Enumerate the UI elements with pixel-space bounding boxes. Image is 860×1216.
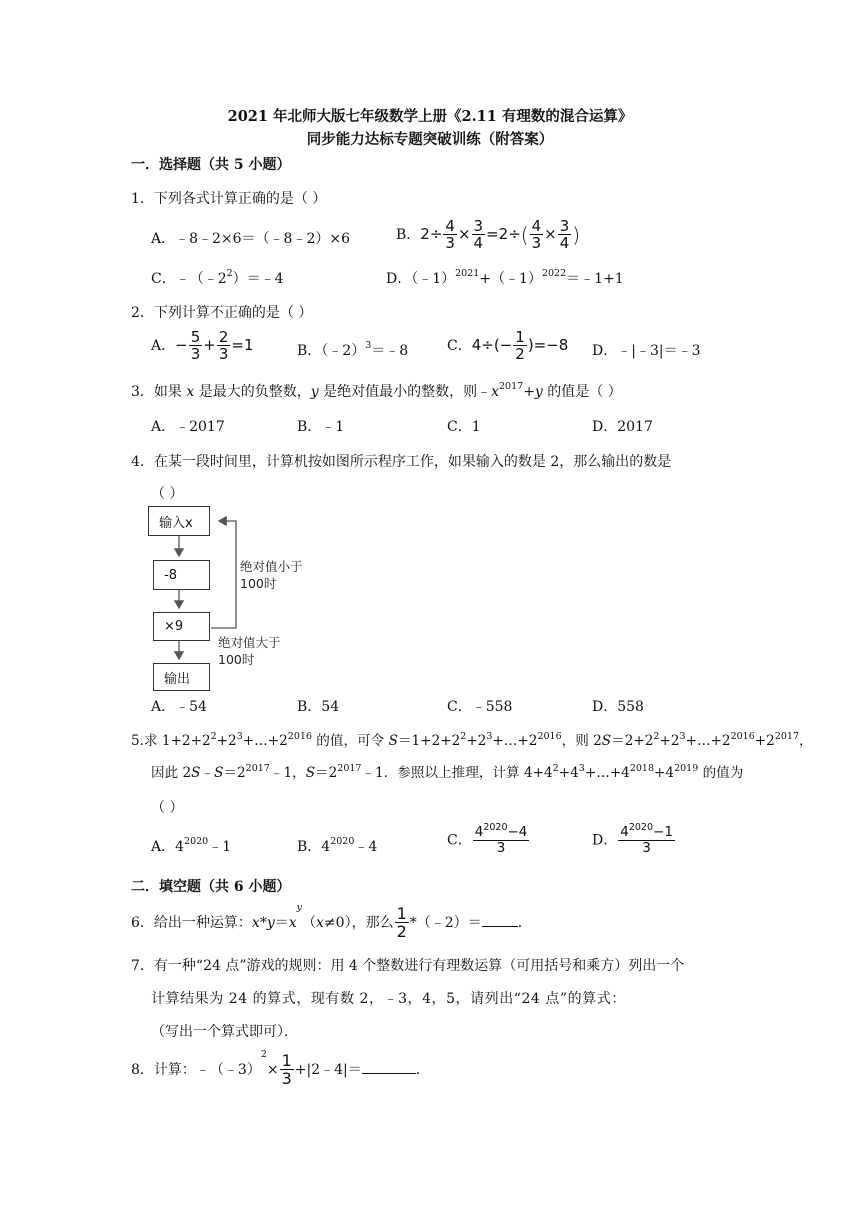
q3-option-c: C．1 (447, 419, 481, 435)
q4-option-a: A．﹣54 (151, 699, 207, 715)
q4-option-c: C．﹣558 (447, 699, 513, 715)
q2-stem: 2．下列计算不正确的是（ ） (131, 305, 313, 321)
q3-stem: 3．如果 x 是最大的负整数，y 是绝对值最小的整数，则$﹣x^{2017}+y$ 的值是（ ） (131, 381, 622, 400)
q7-line2: 计算结果为 24 的算式，现有数 2，﹣3，4，5，请列出“24 点”的算式： (151, 991, 626, 1007)
q3-option-d: D．2017 (592, 419, 653, 435)
q3-option-a: A．﹣2017 (151, 419, 225, 435)
q8-frac: $\frac{1}{3}$ (281, 1051, 292, 1088)
q8: 8．计算：﹣（﹣3）$^2$× $\frac{1}{3}$ +|2﹣4|＝ ． (131, 1049, 430, 1088)
q1-b-frac4: $\frac{3}{4}$ (559, 217, 570, 252)
q1-option-d: D．（﹣1）$^{2021}$+（﹣1）$^{2022}$＝﹣1+1 (386, 268, 624, 287)
q4-answer-paren: （ ） (151, 486, 184, 502)
q6: 6．给出一种运算：$x*y=x^y(x\ne 0)$，那么 $\frac{1}{2}$ *（﹣2）＝ ． (131, 902, 532, 941)
q6-answer-blank[interactable] (482, 914, 518, 927)
q1-stem: 1．下列各式计算正确的是（ ） (131, 191, 327, 207)
q5-line2: 因此 $2S﹣S=2^{2017}﹣1$，$S=2^{2017}﹣1$．参照以上推理，计算 $4+4^2+4^3+\dots+4^{2018}+4^{2019}$ 的值为 (151, 763, 744, 781)
flow-box-input: 输入x (148, 506, 210, 536)
q1-b-frac3: $\frac{4}{3}$ (531, 217, 542, 252)
flow-box-output: 输出 (153, 663, 210, 691)
flow-label-out: 绝对值大于100时 (218, 635, 281, 667)
q7-line3: （写出一个算式即可）． (151, 1024, 298, 1040)
flow-box-minus8: -8 (153, 560, 210, 590)
q7-line1: 7．有一种“24 点”游戏的规则：用 4 个整数进行有理数运算（可用括号和乘方）列出一个 (131, 958, 685, 974)
q4-option-b: B．54 (297, 699, 340, 715)
q5-c-frac: $\frac{4^{2020}-4}{3}$ (474, 822, 528, 856)
q1-option-c: C．$﹣(﹣2^2)=﹣4$ (151, 268, 284, 287)
q2-option-a: A．− $\frac{5}{3}$ + $\frac{2}{3}$ =1 (151, 328, 254, 363)
q2-a-frac1: $\frac{5}{3}$ (190, 328, 201, 363)
q6-frac: $\frac{1}{2}$ (396, 904, 407, 941)
q8-answer-blank[interactable] (362, 1061, 416, 1074)
q4-stem: 4．在某一段时间里，计算机按如图所示程序工作，如果输入的数是 2，那么输出的数是 (131, 454, 672, 470)
q5-answer-paren: （ ） (151, 800, 184, 816)
section-1-title: 一．选择题（共 5 小题） (131, 157, 291, 173)
flow-label-loop: 绝对值小于100时 (240, 559, 303, 591)
section-2-title: 二．填空题（共 6 小题） (131, 879, 291, 895)
q1-option-b: B．2÷ $\frac{4}{3}$ × $\frac{3}{4}$ =2÷( $\frac{4}{3}$ × $\frac{3}{4}$ ) (396, 217, 581, 252)
q5-option-a: A．$4^{2020}﹣1$ (151, 836, 232, 855)
q5-d-frac: $\frac{4^{2020}-1}{3}$ (620, 822, 673, 856)
q5-option-b: B．$4^{2020}﹣4$ (297, 836, 378, 855)
q1-b-frac2: $\frac{3}{4}$ (473, 217, 484, 252)
q2-option-b: B．（﹣2）$^3$＝﹣8 (297, 340, 409, 359)
q3-option-b: B．﹣1 (297, 419, 345, 435)
arrow-loop-back (211, 521, 236, 628)
q1-option-a: A．﹣8﹣2×6＝（﹣8﹣2）×6 (151, 231, 351, 247)
doc-title-line2: 同步能力达标专题突破训练（附答案） (306, 131, 554, 148)
q2-c-frac: $\frac{1}{2}$ (515, 328, 525, 363)
q2-a-frac2: $\frac{2}{3}$ (218, 328, 229, 363)
doc-title-line1: 2021 年北师大版七年级数学上册《2.11 有理数的混合运算》 (227, 108, 633, 125)
q1-b-frac1: $\frac{4}{3}$ (445, 217, 455, 252)
q5-option-d: D． $\frac{4^{2020}-1}{3}$ (592, 822, 673, 856)
q5-line1: 5.求 $1+2+2^2+2^3+\dots+2^{2016}$ 的值，可令 $S=1+2+2^2+2^3+\dots+2^{2016}$，则 $2S=2+2^2+2^3+\dots+2^{2016}+2^{2017}$， (131, 731, 813, 749)
q2-option-c: C．4÷(− $\frac{1}{2}$ )=−8 (447, 328, 569, 363)
q2-option-d: D．﹣|﹣3|＝﹣3 (592, 343, 701, 359)
q5-option-c: C． $\frac{4^{2020}-4}{3}$ (447, 822, 528, 856)
q4-option-d: D．558 (592, 699, 644, 715)
flow-box-times9: ×9 (153, 612, 210, 641)
